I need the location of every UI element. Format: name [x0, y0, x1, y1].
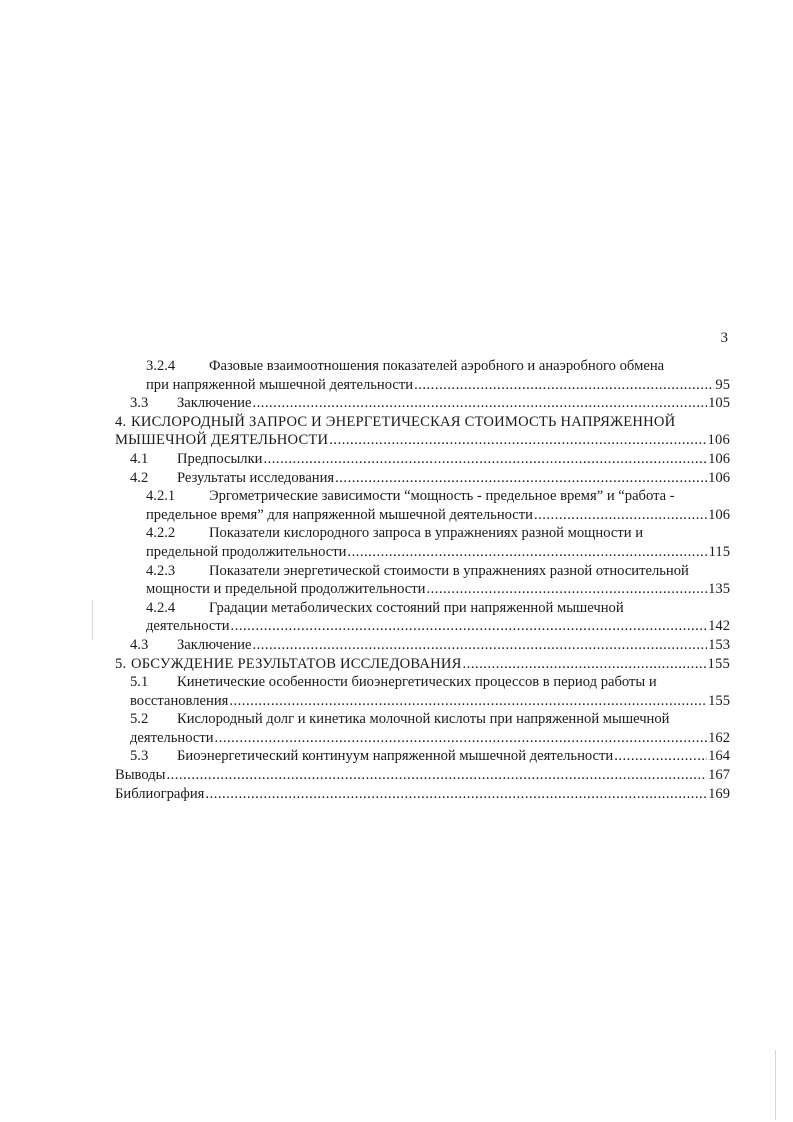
scan-artifact-right-edge: [775, 1050, 776, 1120]
toc-entry-chapter-5[interactable]: [115, 655, 730, 674]
toc-entry-number: 4.2.3: [146, 562, 176, 579]
toc-entry-page: 164: [708, 748, 730, 765]
toc-entry-title: Показатели энергетической стоимости в упражнениях разной относительной: [209, 562, 689, 579]
toc-entry-title-continued: при напряженной мышечной деятельности: [146, 376, 414, 393]
toc-entry-title-continued: МЫШЕЧНОЙ ДЕЯТЕЛЬНОСТИ: [115, 432, 329, 449]
toc-entry-4-3[interactable]: [115, 636, 730, 655]
toc-entry-page: 162: [708, 729, 730, 746]
dot-leader: [614, 747, 707, 766]
toc-entry-number: 4.: [115, 413, 127, 430]
toc-entry-bibliography[interactable]: [115, 785, 730, 804]
toc-entry-page: 106: [708, 469, 730, 486]
dot-leader: [215, 729, 708, 748]
dot-leader: [252, 394, 707, 413]
dot-leader: [205, 785, 707, 804]
dot-leader: [263, 450, 707, 469]
toc-entry-number: 4.2.1: [146, 488, 176, 505]
toc-entry-5-3[interactable]: [115, 747, 730, 766]
dot-leader: [414, 376, 714, 395]
toc-entry-chapter-4[interactable]: [115, 413, 730, 450]
toc-entry-title: Градации метаболических состояний при напряженной мышечной: [209, 599, 624, 616]
toc-entry-page: 135: [708, 581, 730, 598]
toc-entry-4-2-1[interactable]: [115, 487, 730, 524]
toc-entry-title-continued: мощности и предельной продолжительности: [146, 581, 426, 598]
dot-leader: [347, 543, 707, 562]
toc-entry-number: 4.2.2: [146, 525, 176, 542]
page-number: 3: [720, 330, 728, 346]
toc-entry-title: Эргометрические зависимости “мощность - предельное время” и “работа -: [209, 488, 675, 505]
toc-entry-title: Заключение: [177, 636, 252, 653]
toc-entry-title: Фазовые взаимоотношения показателей аэробного и анаэробного обмена: [209, 358, 665, 374]
toc-entry-title: ОБСУЖДЕНИЕ РЕЗУЛЬТАТОВ ИССЛЕДОВАНИЯ: [131, 655, 462, 672]
toc-entry-title-continued: восстановления: [130, 692, 229, 709]
dot-leader: [534, 506, 707, 525]
toc-entry-page: 167: [708, 767, 730, 784]
dot-leader: [426, 580, 707, 599]
toc-entry-page: 142: [708, 618, 730, 635]
toc-entry-number: 4.3: [130, 636, 149, 653]
toc-entry-page: 105: [708, 395, 730, 412]
scan-artifact-left-edge: [92, 600, 93, 640]
toc-entry-page: 106: [708, 450, 730, 467]
toc-entry-number: 3.2.4: [146, 358, 176, 374]
toc-entry-page: 155: [707, 655, 730, 672]
toc-entry-title: Заключение: [177, 395, 252, 412]
toc-entry-title: Биоэнергетический континуум напряженной мышечной деятельности: [177, 748, 614, 765]
toc-entry-title: Библиография: [115, 785, 205, 802]
toc-entry-number: 5.3: [130, 748, 149, 765]
toc-entry-title: КИСЛОРОДНЫЙ ЗАПРОС И ЭНЕРГЕТИЧЕСКАЯ СТОИМОСТЬ НАПРЯЖЕННОЙ: [131, 413, 676, 430]
toc-entry-number: 3.3: [130, 395, 149, 412]
toc-entry-title: Показатели кислородного запроса в упражнениях разной мощности и: [209, 525, 644, 542]
toc-entry-page: 106: [707, 432, 730, 449]
toc-entry-title: Кинетические особенности биоэнергетических процессов в период работы и: [177, 674, 657, 691]
toc-entry-page: 95: [715, 376, 730, 393]
toc-entry-title: Кислородный долг и кинетика молочной кислоты при напряженной мышечной: [177, 711, 670, 728]
toc-entry-3-2-4[interactable]: [115, 357, 730, 394]
dot-leader: [329, 431, 706, 450]
toc-entry-4-2-4[interactable]: [115, 599, 730, 636]
dot-leader: [229, 692, 707, 711]
toc-entry-page: 106: [708, 506, 730, 523]
toc-entry-page: 169: [708, 785, 730, 802]
toc-entry-conclusions[interactable]: [115, 766, 730, 785]
toc-entry-4-1[interactable]: [115, 450, 730, 469]
toc-entry-number: 5.1: [130, 674, 149, 691]
table-of-contents: [115, 357, 730, 803]
toc-entry-title: Предпосылки: [177, 450, 263, 467]
toc-entry-page: 155: [708, 692, 730, 709]
toc-entry-title-continued: предельной продолжительности: [146, 543, 347, 560]
dot-leader: [463, 655, 707, 674]
toc-entry-4-2[interactable]: [115, 469, 730, 488]
toc-entry-number: 4.2: [130, 469, 149, 486]
dot-leader: [252, 636, 707, 655]
toc-entry-title-continued: предельное время” для напряженной мышечной деятельности: [146, 506, 533, 523]
toc-entry-page: 153: [708, 636, 730, 653]
toc-entry-title-continued: деятельности: [130, 729, 214, 746]
toc-entry-3-3[interactable]: [115, 394, 730, 413]
toc-entry-title: Результаты исследования: [177, 469, 335, 486]
toc-entry-number: 5.: [115, 655, 127, 672]
toc-entry-title-continued: деятельности: [146, 618, 230, 635]
toc-entry-number: 4.2.4: [146, 599, 176, 616]
toc-entry-5-2[interactable]: [115, 710, 730, 747]
dot-leader: [231, 617, 708, 636]
dot-leader: [166, 766, 707, 785]
toc-entry-page: 115: [708, 543, 730, 560]
toc-entry-4-2-2[interactable]: [115, 524, 730, 561]
toc-entry-number: 4.1: [130, 450, 149, 467]
toc-entry-title: Выводы: [115, 767, 166, 784]
toc-entry-5-1[interactable]: [115, 673, 730, 710]
toc-entry-number: 5.2: [130, 711, 149, 728]
dot-leader: [335, 469, 707, 488]
toc-entry-4-2-3[interactable]: [115, 562, 730, 599]
